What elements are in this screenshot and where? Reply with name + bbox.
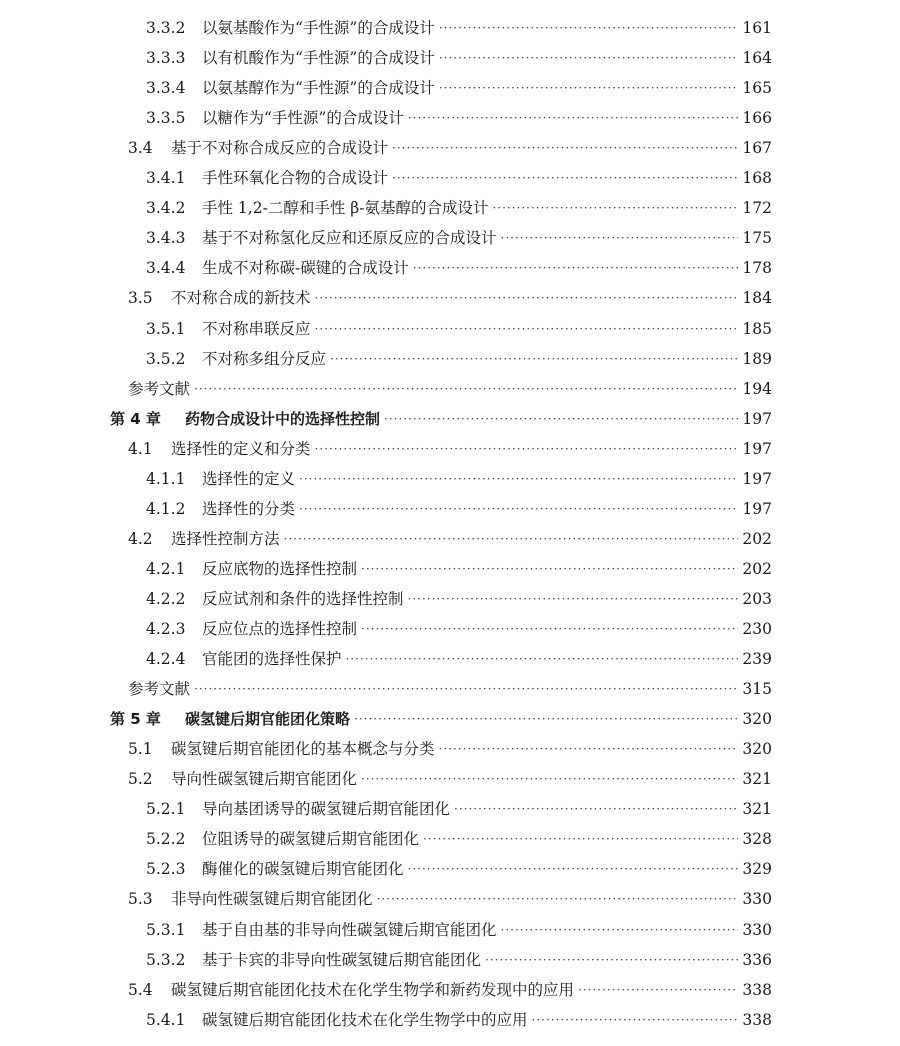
toc-entry[interactable] [0,975,900,1005]
toc-entry[interactable] [0,764,900,794]
toc-entry[interactable] [0,614,900,644]
toc-entry-number: 5.3 [128,890,153,909]
toc-entry-number: 5.2.3 [146,860,186,879]
toc-entry-number: 5.2.2 [146,830,186,849]
toc-entry-number: 4.2.2 [146,589,186,608]
toc-entry-title: 反应试剂和条件的选择性控制 [202,589,404,608]
toc-page-number: 239 [742,650,772,669]
toc-dot-leader [423,824,738,854]
toc-entry-title: 选择性控制方法 [171,529,280,548]
toc-dot-leader [492,193,738,223]
toc-entry-number: 3.4.2 [146,199,186,218]
toc-entry[interactable] [0,103,900,133]
toc-entry-title: 参考文献 [128,379,191,398]
toc-entry[interactable] [0,193,900,223]
toc-entry[interactable] [0,223,900,253]
toc-entry-title: 导向性碳氢键后期官能团化 [171,770,358,789]
toc-page-number: 320 [742,710,772,729]
toc-entry-title: 碳氢键后期官能团化的基本概念与分类 [171,740,435,759]
toc-entry-number: 3.3.4 [146,79,186,98]
toc-entry-number: 4.1 [128,439,153,458]
toc-dot-leader [454,794,738,824]
toc-entry[interactable] [0,73,900,103]
toc-dot-leader [439,43,739,73]
toc-dot-leader [439,734,739,764]
toc-entry[interactable] [0,915,900,945]
toc-page-number: 197 [742,499,772,518]
toc-entry[interactable] [0,43,900,73]
toc-entry-title: 非导向性碳氢键后期官能团化 [171,890,373,909]
toc-entry-title: 选择性的分类 [202,499,296,518]
toc-entry-title: 基于不对称氢化反应和还原反应的合成设计 [202,229,497,248]
toc-chapter-entry[interactable] [0,704,900,734]
toc-dot-leader [413,253,739,283]
toc-page-number: 202 [742,559,772,578]
toc-page-number: 165 [742,79,772,98]
toc-entry-title: 碳氢键后期官能团化策略 [185,710,351,729]
toc-entry[interactable] [0,554,900,584]
toc-entry-number: 第 5 章 [110,710,161,729]
toc-entry-number: 5.3.1 [146,920,186,939]
toc-entry-number: 4.2.4 [146,650,186,669]
toc-entry-number: 4.2.3 [146,620,186,638]
toc-entry[interactable] [0,434,900,464]
toc-entry[interactable] [0,824,900,854]
toc-entry-number: 5.3.2 [146,950,186,969]
toc-dot-leader [299,494,738,524]
toc-entry-title: 药物合成设计中的选择性控制 [185,409,381,428]
toc-dot-leader [384,404,738,434]
toc-dot-leader [408,584,739,614]
toc-entry[interactable] [0,374,900,404]
toc-entry[interactable] [0,133,900,163]
toc-page-number: 184 [742,289,772,308]
toc-entry[interactable] [0,854,900,884]
toc-dot-leader [361,614,738,644]
toc-entry-number: 5.2 [128,770,153,789]
toc-page-number: 175 [742,229,772,248]
toc-page-number: 330 [742,920,772,939]
toc-page-number: 167 [742,139,772,158]
toc-dot-leader [392,133,738,163]
toc-entry-title: 反应底物的选择性控制 [202,559,358,578]
toc-page-number: 329 [742,860,772,879]
toc-entry-title: 手性环氧化合物的合成设计 [202,169,389,188]
toc-entry[interactable] [0,494,900,524]
toc-entry-title: 导向基团诱导的碳氢键后期官能团化 [202,800,451,819]
toc-dot-leader [194,674,738,704]
toc-entry-title: 参考文献 [128,680,191,699]
toc-entry-title: 官能团的选择性保护 [202,650,342,669]
toc-page-number: 197 [742,409,772,428]
toc-dot-leader [194,374,738,404]
toc-entry-title: 基于不对称合成反应的合成设计 [171,139,389,158]
toc-entry[interactable] [0,945,900,975]
toc-page-number: 168 [742,169,772,188]
toc-page-number: 185 [742,319,772,338]
toc-entry-title: 酶催化的碳氢键后期官能团化 [202,860,404,879]
toc-entry[interactable] [0,314,900,344]
toc-page-number: 315 [742,680,772,699]
toc-entry-number: 5.2.1 [146,800,186,819]
toc-dot-leader [315,283,739,313]
toc-dot-leader [284,524,739,554]
toc-entry-title: 反应位点的选择性控制 [202,620,358,638]
toc-page-number: 328 [742,830,772,849]
toc-entry[interactable] [0,283,900,313]
toc-dot-leader [299,464,738,494]
toc-entry-title: 碳氢键后期官能团化技术在化学生物学和新药发现中的应用 [171,980,575,999]
toc-entry-number: 4.1.2 [146,499,186,518]
toc-page-number: 321 [742,800,772,819]
toc-entry[interactable] [0,734,900,764]
toc-entry-number: 4.2.1 [146,559,186,578]
toc-entry[interactable] [0,584,900,614]
toc-dot-leader [439,73,739,103]
toc-entry-number: 4.2 [128,529,153,548]
toc-entry-number: 3.4.4 [146,259,186,278]
toc-entry-number: 3.3.3 [146,49,186,68]
toc-dot-leader [501,915,739,945]
toc-page-number: 178 [742,259,772,278]
toc-page-number: 230 [742,620,772,638]
toc-page-number: 197 [742,469,772,488]
toc-entry-number: 3.3.2 [146,19,186,37]
toc-entry-number: 5.4 [128,980,153,999]
toc-dot-leader [315,314,739,344]
toc-page-number: 172 [742,199,772,218]
toc-page-number: 321 [742,770,772,789]
toc-entry-title: 以有机酸作为“手性源”的合成设计 [202,49,435,68]
toc-entry[interactable] [0,163,900,193]
toc-dot-leader [315,434,739,464]
toc-entry-number: 5.1 [128,740,153,759]
toc-page-number: 189 [742,349,772,368]
toc-dot-leader [361,554,738,584]
toc-entry[interactable] [0,674,900,704]
toc-dot-leader [578,975,738,1005]
toc-page-number: 338 [742,980,772,999]
toc-entry[interactable] [0,524,900,554]
toc-page-number: 161 [742,19,772,37]
toc-entry-title: 碳氢键后期官能团化技术在化学生物学中的应用 [202,1010,528,1029]
toc-page-number: 336 [742,950,772,969]
toc-entry-title: 不对称合成的新技术 [171,289,311,308]
toc-page-number: 320 [742,740,772,759]
toc-entry-number: 3.5.1 [146,319,186,338]
toc-entry-title: 选择性的定义 [202,469,296,488]
toc-entry-number: 3.5.2 [146,349,186,368]
toc-dot-leader [408,103,739,133]
toc-dot-leader [485,945,738,975]
toc-dot-leader [354,704,738,734]
toc-entry-title: 生成不对称碳-碳键的合成设计 [202,259,409,278]
toc-dot-leader [346,644,739,674]
toc-entry[interactable] [0,644,900,674]
toc-dot-leader [439,13,739,43]
toc-entry-title: 基于卡宾的非导向性碳氢键后期官能团化 [202,950,482,969]
toc-entry[interactable] [0,253,900,283]
toc-page-number: 164 [742,49,772,68]
toc-entry[interactable] [0,794,900,824]
toc-chapter-entry[interactable] [0,404,900,434]
toc-page-number: 338 [742,1010,772,1029]
toc-entry-number: 3.3.5 [146,109,186,128]
toc-dot-leader [377,884,739,914]
toc-dot-leader [408,854,739,884]
toc-page-number: 166 [742,109,772,128]
toc-entry[interactable] [0,884,900,914]
toc-page-number: 330 [742,890,772,909]
toc-dot-leader [330,344,738,374]
toc-dot-leader [501,223,739,253]
toc-entry-title: 以糖作为“手性源”的合成设计 [202,109,404,128]
toc-entry-number: 3.4 [128,139,153,158]
toc-entry[interactable] [0,464,900,494]
toc-page-number: 197 [742,439,772,458]
toc-page-number: 203 [742,589,772,608]
toc-entry-title: 以氨基醇作为“手性源”的合成设计 [202,79,435,98]
toc-page-number: 194 [742,379,772,398]
toc-entry-title: 不对称串联反应 [202,319,311,338]
toc-dot-leader [361,764,738,794]
toc-entry-title: 选择性的定义和分类 [171,439,311,458]
toc-entry-number: 4.1.1 [146,469,186,488]
toc-dot-leader [532,1005,739,1035]
toc-entry-title: 基于自由基的非导向性碳氢键后期官能团化 [202,920,497,939]
toc-entry[interactable] [0,1005,900,1035]
toc-entry-number: 3.4.3 [146,229,186,248]
toc-entry[interactable] [0,13,900,43]
toc-entry-number: 3.5 [128,289,153,308]
toc-dot-leader [392,163,738,193]
toc-entry-title: 以氨基酸作为“手性源”的合成设计 [202,19,435,37]
toc-page-number: 202 [742,529,772,548]
toc-entry-title: 位阻诱导的碳氢键后期官能团化 [202,830,420,849]
toc-entry-number: 第 4 章 [110,409,161,428]
toc-entry-number: 3.4.1 [146,169,186,188]
toc-entry-number: 5.4.1 [146,1010,186,1029]
toc-entry-title: 不对称多组分反应 [202,349,327,368]
toc-entry[interactable] [0,344,900,374]
toc-entry-title: 手性 1,2-二醇和手性 β-氨基醇的合成设计 [202,199,489,218]
